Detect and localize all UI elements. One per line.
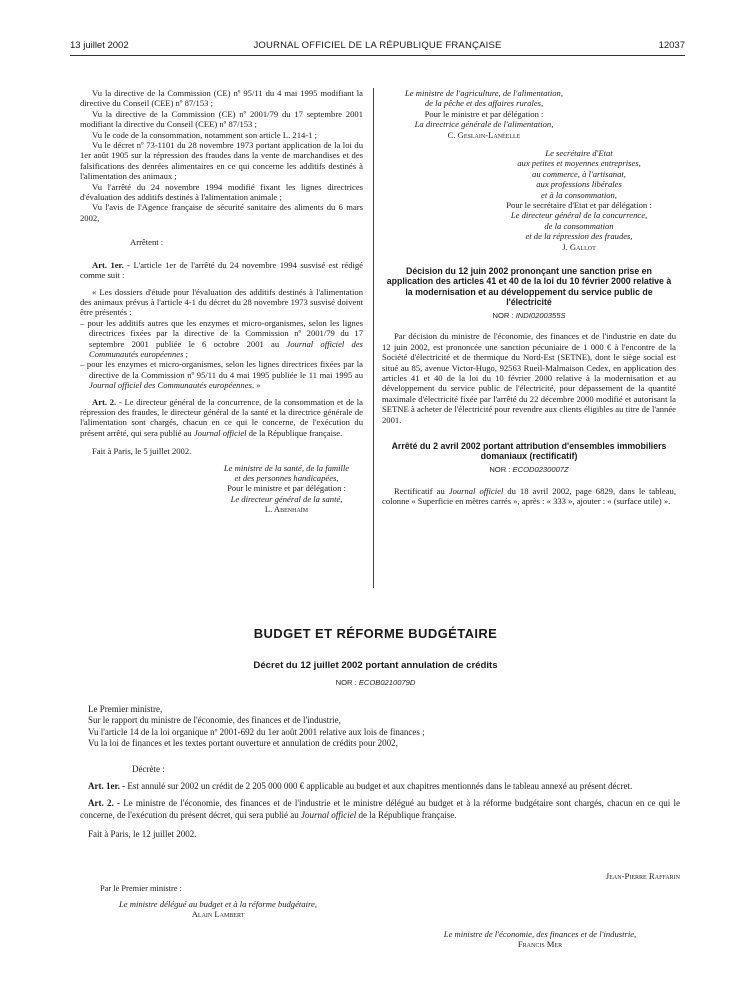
header-date: 13 juillet 2002 [70, 40, 129, 51]
signature-block: Le ministre de la santé, de la famille et des personnes handicapées, Pour le ministre et par délégation : Le directeur général de la santé, L. Abenhaïm [80, 463, 363, 515]
signatory-name: J. Gallot [562, 241, 596, 252]
list-item: – pour les additifs autres que les enzymes et micro-organismes, selon les lignes directrices fixées par la directive de la Commission nº 2001/79 du 17 septembre 2001 publiée le 6 octobre 2001 au Journal officiel des Communautés européennes ; [80, 317, 363, 359]
page-header [70, 40, 685, 54]
header-rule [70, 55, 685, 56]
right-column [382, 88, 676, 507]
quote-intro: « Les dossiers d'étude pour l'évaluation des additifs destinés à l'alimentation des animaux prévus à l'article 4-1 du décret du 28 novembre 1973 susvisé doivent être présentés : [80, 286, 363, 318]
nor-reference: NOR : INDI0200355S [492, 310, 566, 320]
visa: Vu l'article 14 de la loi organique nº 2001-692 du 1er août 2001 relative aux lois de finances ; [88, 726, 425, 737]
par-premier-ministre: Par le Premier ministre : [100, 884, 182, 893]
article-1 [80, 260, 363, 281]
column-divider [373, 88, 374, 588]
visa: Vu la directive de la Commission (CE) nº 95/11 du 4 mai 1995 modifiant la directive du Conseil (CEE) nº 87/153 ; [80, 88, 363, 109]
signatory-name: L. Abenhaïm [264, 504, 309, 515]
section-title: BUDGET ET RÉFORME BUDGÉTAIRE [253, 626, 498, 641]
rectificatif-text: Rectificatif au Journal officiel du 18 avril 2002, page 6829, dans le tableau, colonne « Superficie en mètres carrés », après : « 333 », ajouter : « (surface utile) ». [382, 485, 676, 507]
article-label: Art. 1er. - [92, 259, 131, 270]
arrete-title: Arrêté du 2 avril 2002 portant attribution d'ensembles immobiliers domaniaux (rectificatif) [391, 440, 667, 462]
visa: Sur le rapport du ministre de l'économie, des finances et de l'industrie, [88, 715, 341, 726]
article-label: Art. 2. - [92, 396, 122, 407]
decret-title: Décret du 12 juillet 2002 portant annulation de crédits [253, 660, 498, 671]
article-text: L'article 1er de l'arrêté du 24 novembre 1994 susvisé est rédigé comme suit : [80, 259, 363, 281]
signature-block: Le ministre de l'agriculture, de l'alimentation, de la pêche et des affaires rurales, Pour le ministre et par délégation : La directrice générale de l'alimentation, C. Geslain-Lanéelle [382, 88, 676, 140]
premier-ministre: Le Premier ministre, [88, 704, 163, 714]
signatory-name: Francis Mer [517, 939, 563, 949]
fait-a-paris: Fait à Paris, le 5 juillet 2002. [92, 446, 192, 457]
visa: Vu le code de la consommation, notamment son article L. 214-1 ; [92, 129, 318, 140]
signatory-name: Alain Lambert [191, 909, 245, 919]
signature-block: Le secrétaire d'Etat aux petites et moyennes entreprises, au commerce, à l'artisanat, aux professions libérales et à la consommation, Pour le secrétaire d'Etat et par délégation : Le directeur général de la concurrence, de la consommation et de la répression des fraudes, J. Gallot [382, 148, 676, 252]
signature-block: Le ministre de l'économie, des finances et de l'industrie, Francis Mer [395, 929, 685, 949]
decision-text: Par décision du ministre de l'économie, des finances et de l'industrie en date du 12 juin 2002, est prononcée une sanction pécuniaire de 1 000 € à l'encontre de la Société d'électricité et de thermique du Nord-Est (SETNE), dont le siège social est situé au 85, avenue Victor-Hugo, 92563 Rueil-Malmaison Cedex, en application des articles 41 et 40 de la loi du 10 février 2000 relative à la modernisation et au développement du service public de l'électricité, pour dépassement de la quantité maximale d'électricité fixée par l'arrêté du 22 décembre 2000 modifié et autorisant la SETNE à acheter de l'électricité pour revendre aux clients éligibles au titre de l'année 2001. [382, 331, 676, 425]
nor-reference: NOR : ECOB0210079D [335, 678, 416, 687]
visa: Vu l'arrêté du 24 novembre 1994 modifié fixant les lignes directrices d'évaluation des additifs destinés à l'alimentation animale ; [80, 181, 363, 203]
visa: Vu l'avis de l'Agence française de sécurité sanitaire des aliments du 6 mars 2002, [80, 202, 363, 223]
signatory-name: C. Geslain-Lanéelle [447, 129, 521, 140]
article-2: Art. 2. - Le directeur général de la concurrence, de la consommation et de la répression des fraudes, le directeur général de la santé et la directrice générale de l'alimentation sont chargés, chacun en ce qui le concerne, de l'exécution du présent arrêté, qui sera publié au Journal officiel de la République française. [80, 396, 363, 438]
visa: Vu la loi de finances et les textes portant ouverture et annulation de crédits pour 2002, [88, 738, 398, 749]
list-item: – pour les enzymes et micro-organismes, selon les lignes directrices fixées par la directive de la Commission nº 95/11 du 4 mai 1995 publiée le 11 mai 1995 au Journal officiel des Communautés européennes. » [80, 359, 363, 391]
fait-a-paris: Fait à Paris, le 12 juillet 2002. [88, 829, 197, 840]
decision-title: Décision du 12 juin 2002 prononçant une sanction prise en application des articles 41 et 40 de la loi du 10 février 2000 relative à la modernisation et au développement du service public de l'électricité [386, 266, 672, 307]
article-2: Art. 2. - Le ministre de l'économie, des finances et de l'industrie et le ministre délégué au budget et à la réforme budgétaire sont chargés, chacun en ce qui le concerne, de l'exécution du présent décret, qui sera publié au Journal officiel de la République française. [80, 798, 681, 820]
decrete: Décrète : [132, 763, 165, 774]
left-column [80, 88, 363, 515]
visa: Vu la directive de la Commission (CE) nº 2001/79 du 17 septembre 2001 modifiant la directive du Conseil (CEE) nº 87/153 ; [80, 108, 363, 130]
visa: Vu le décret nº 73-1101 du 28 novembre 1973 portant application de la loi du 1er août 1905 sur la répression des fraudes dans la vente de marchandises et des falsifications des denrées alimentaires en ce qui concerne les additifs destinés à l'alimentation des animaux ; [80, 140, 363, 182]
article-1: Art. 1er. - Est annulé sur 2002 un crédit de 2 205 000 000 € applicable au budget et aux chapitres mentionnés dans le tableau annexé au présent décret. [88, 781, 633, 792]
signature-block: Le ministre délégué au budget et à la réforme budgétaire, Alain Lambert [78, 899, 358, 919]
decret-body [80, 704, 680, 841]
header-journal-title: JOURNAL OFFICIEL DE LA RÉPUBLIQUE FRANÇAISE [253, 40, 502, 51]
arretent: Arrêtent : [130, 237, 164, 248]
nor-reference: NOR : ECOD0230007Z [489, 465, 569, 475]
header-page-number: 12037 [658, 40, 685, 51]
signatory-name: Jean-Pierre Raffarin [605, 871, 680, 881]
